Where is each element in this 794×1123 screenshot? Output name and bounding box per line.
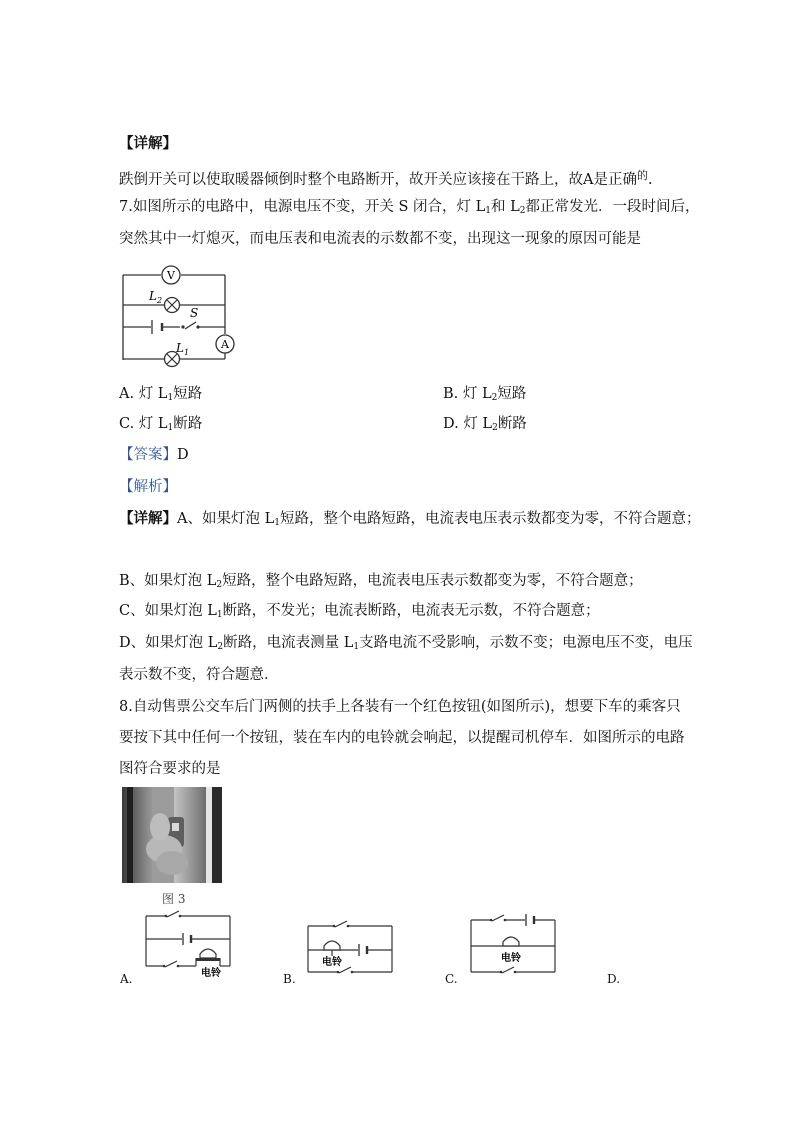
option-sub: 2 — [491, 393, 498, 403]
q7-explanation-line3 — [119, 601, 600, 625]
q8-stem-line2: 要按下其中任何一个按钮，装在车内的电铃就会响起，以提醒司机停车．如图所示的电路 — [119, 730, 685, 746]
q8-circuit-a — [140, 906, 236, 980]
q7-analysis-label: 【解析】 — [119, 479, 177, 495]
q7-stem-part: 7.如图所示的电路中，电源电压不变，开关 S 闭合，灯 L — [119, 199, 486, 215]
q7-explanation-line2 — [119, 571, 643, 595]
expl-text: 短路，整个电路短路，电流表电压表示数都变为零，不符合题意； — [279, 511, 701, 527]
expl-sub: 2 — [216, 580, 223, 590]
switch-contact — [196, 325, 199, 328]
expl-sub: 2 — [217, 642, 224, 652]
option-sub: 1 — [167, 393, 174, 403]
q8-stem-line3: 图符合要求的是 — [119, 761, 221, 777]
bell-label: 电铃 — [322, 957, 342, 968]
detail-text: 跌倒开关可以使取暖器倾倒时整个电路断开，故开关应该接在干路上，故A是正确 — [119, 172, 637, 188]
q7-circuit-diagram — [118, 260, 238, 370]
option-text: C. 灯 L — [119, 416, 168, 432]
expl-text: 短路，整个电路短路，电流表电压表示数都变为零，不符合题意； — [222, 573, 643, 589]
option-text: 断路 — [497, 416, 527, 432]
expl-text: C、如果灯泡 L — [119, 603, 217, 619]
q7-option-c[interactable] — [119, 414, 202, 438]
q8-circuit-c — [465, 906, 561, 980]
option-text: 断路 — [173, 416, 203, 432]
q8-option-a-label[interactable]: A. — [120, 972, 133, 986]
q7-sub: 2 — [519, 206, 526, 216]
expl-text: D、如果灯泡 L — [119, 635, 218, 651]
option-text: 短路 — [497, 386, 527, 402]
bell-label: 电铃 — [501, 953, 521, 964]
expl-sub: 1 — [216, 610, 223, 620]
expl-text: A、如果灯泡 L — [177, 511, 275, 527]
expl-text: 断路，不发光；电流表断路，电流表无示数，不符合题意； — [222, 603, 600, 619]
q7-option-d[interactable] — [443, 414, 527, 438]
lamp-l2-label: $L_2$ — [149, 289, 163, 305]
q8-circuit-b — [302, 916, 398, 980]
q7-explanation-line5: 表示数不变，符合题意． — [119, 667, 279, 683]
q7-option-b[interactable] — [443, 384, 526, 408]
detail-label: 【详解】 — [119, 510, 177, 527]
expl-text: B、如果灯泡 L — [119, 573, 217, 589]
q7-stem-line1 — [119, 197, 699, 221]
answer-value: D — [177, 447, 189, 463]
q8-option-c-label[interactable]: C. — [445, 972, 458, 986]
battery-symbol — [152, 320, 162, 334]
q7-option-a[interactable] — [119, 384, 202, 408]
q8-option-b-label[interactable]: B. — [283, 972, 296, 986]
switch-contact — [181, 325, 184, 328]
expl-text: 支路电流不受影响，示数不变；电源电压不变，电压 — [359, 635, 693, 651]
q8-option-d-label[interactable]: D. — [607, 972, 621, 986]
detail-paragraph — [119, 166, 653, 190]
figure-caption: 图 3 — [162, 892, 186, 906]
expl-sub: 1 — [353, 642, 360, 652]
option-text: B. 灯 L — [443, 386, 492, 402]
option-text: 短路 — [173, 386, 203, 402]
q7-explanation-line1 — [119, 509, 700, 533]
expl-text: 断路，电流表测量 L — [223, 635, 354, 651]
q7-stem-part: 和 L — [490, 199, 520, 215]
q7-explanation-line4 — [119, 633, 693, 657]
q7-sub: 1 — [485, 206, 491, 216]
q7-stem-part: 都正常发光．一段时间后， — [525, 199, 700, 215]
bell-label: 电铃 — [201, 968, 221, 979]
detail-text-de: 的 — [636, 169, 648, 182]
q7-answer — [119, 445, 189, 465]
lamp-l1-label: $L_1$ — [176, 341, 190, 357]
option-text: D. 灯 L — [443, 416, 493, 432]
expl-sub: 1 — [274, 518, 280, 528]
answer-label: 【答案】 — [119, 447, 177, 463]
ammeter-label: A — [221, 338, 229, 351]
detail-header: 【详解】 — [119, 135, 177, 152]
switch-label: S — [190, 306, 199, 320]
option-text: A. 灯 L — [119, 386, 168, 402]
option-sub: 2 — [492, 423, 498, 433]
bus-handrail-button-photo — [122, 787, 222, 883]
detail-text-end: . — [647, 172, 653, 188]
q8-stem-line1: 8.自动售票公交车后门两侧的扶手上各装有一个红色按钮(如图所示)，想要下车的乘客只 — [119, 699, 681, 715]
lamp-l2-symbol — [165, 298, 180, 313]
option-sub: 1 — [167, 423, 174, 433]
q7-stem-line2: 突然其中一灯熄灭，而电压表和电流表的示数都不变，出现这一现象的原因可能是 — [119, 231, 641, 247]
voltmeter-label: V — [167, 269, 175, 282]
